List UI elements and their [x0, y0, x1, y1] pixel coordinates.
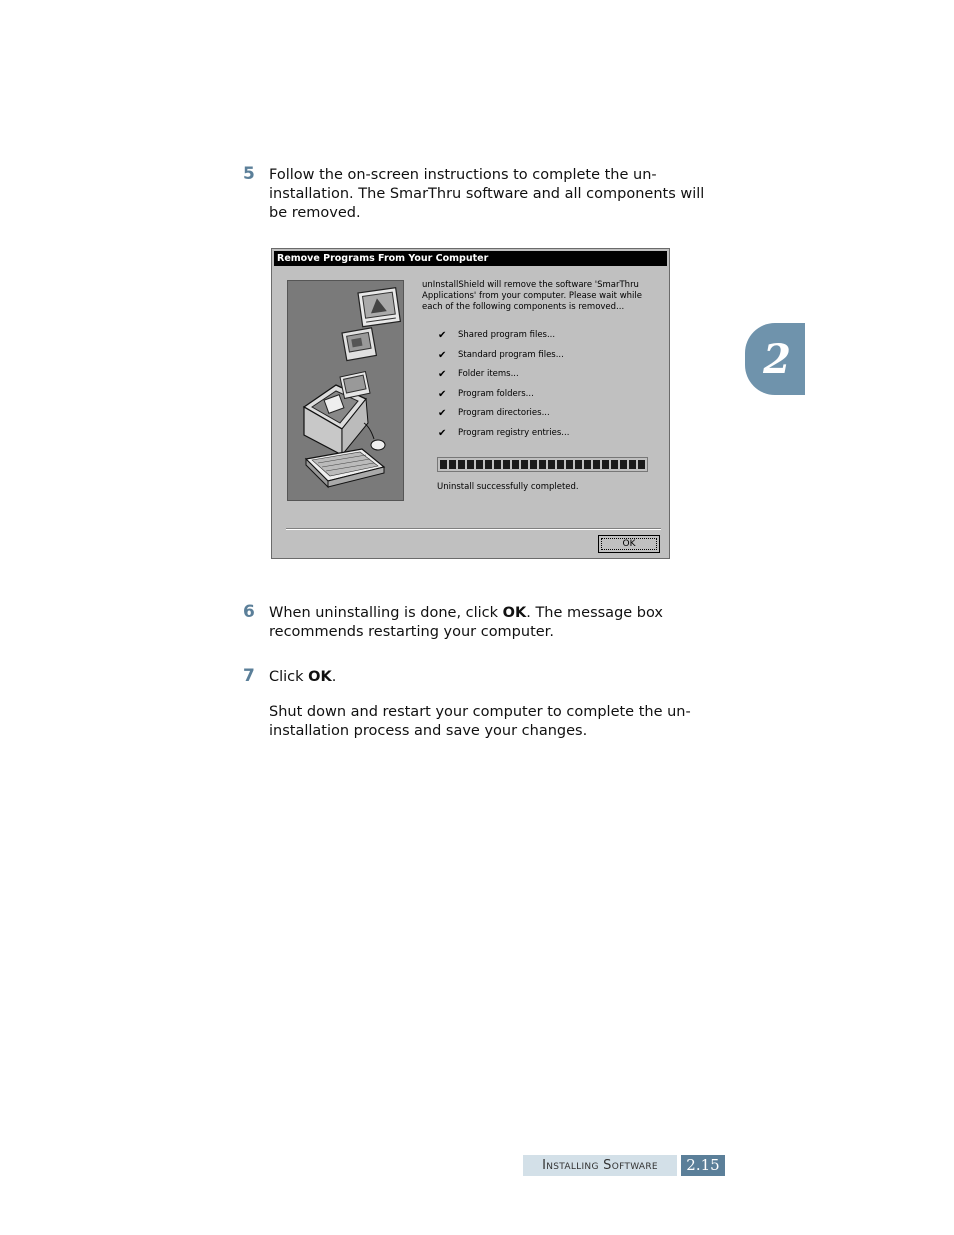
progress-block [485, 460, 492, 469]
checkmark-icon: ✔ [438, 408, 447, 419]
component-label: Folder items... [458, 369, 519, 379]
step-number: 6 [243, 602, 255, 622]
step-5 [243, 166, 723, 223]
progress-block [593, 460, 600, 469]
component-label: Program directories... [458, 408, 550, 418]
component-label: Shared program files... [458, 330, 556, 340]
step-text-part: . The message box recommends restarting your computer. [269, 605, 664, 640]
progress-block [611, 460, 618, 469]
list-item [438, 389, 638, 409]
step-number: 7 [243, 666, 255, 686]
divider [286, 528, 661, 530]
step-number: 5 [243, 164, 255, 184]
progress-fill [440, 460, 645, 469]
step-text-bold: OK [502, 605, 527, 621]
step-text [269, 604, 723, 642]
progress-block [521, 460, 528, 469]
dialog-message: unInstallShield will remove the software 'SmarThru Applications' from your computer. Please wait while each of the following components is removed... [422, 280, 643, 312]
step-text-part: Click [269, 669, 309, 685]
progress-block [620, 460, 627, 469]
note-paragraph: Shut down and restart your computer to complete the un-installation process and save your changes. [269, 704, 691, 739]
remove-programs-dialog [271, 248, 670, 559]
progress-block [638, 460, 645, 469]
list-item [438, 369, 638, 389]
progress-block [575, 460, 582, 469]
checkmark-icon: ✔ [438, 388, 447, 400]
component-label: Standard program files... [458, 349, 564, 360]
progress-block [584, 460, 591, 469]
checkmark-icon: ✔ [438, 349, 447, 361]
progress-block [629, 460, 636, 469]
progress-block [548, 460, 555, 469]
progress-block [539, 460, 546, 469]
progress-block [467, 460, 474, 469]
step-text-bold: OK [308, 669, 332, 685]
step-text: Follow the on-screen instructions to complete the un-installation. The SmarThru software and all components will be removed. [269, 167, 705, 221]
component-label: Program folders... [458, 388, 534, 399]
list-item [438, 428, 638, 448]
step-text-part: When uninstalling is done, click [269, 605, 503, 621]
page-number: 2.15 [681, 1155, 725, 1176]
progress-block [449, 460, 456, 469]
computer-illustration [287, 280, 404, 501]
footer-section-title: Installing Software [523, 1155, 677, 1176]
component-checklist [438, 330, 638, 447]
progress-block [512, 460, 519, 469]
step-6 [243, 604, 723, 642]
progress-block [458, 460, 465, 469]
ok-button[interactable]: OK [598, 535, 660, 553]
progress-block [530, 460, 537, 469]
status-text: Uninstall successfully completed. [437, 482, 579, 492]
checkmark-icon: ✔ [438, 369, 447, 380]
list-item [438, 408, 638, 428]
progress-block [602, 460, 609, 469]
progress-block [494, 460, 501, 469]
progress-block [566, 460, 573, 469]
dialog-title: Remove Programs From Your Computer [274, 251, 667, 266]
step-7 [243, 668, 723, 687]
chapter-tab: 2 [745, 323, 805, 395]
progress-block [476, 460, 483, 469]
progress-bar [437, 457, 648, 472]
step-text-part: . [331, 669, 337, 685]
progress-block [440, 460, 447, 469]
step-text [269, 668, 723, 687]
list-item [438, 350, 638, 370]
progress-block [503, 460, 510, 469]
checkmark-icon: ✔ [438, 330, 447, 341]
computer-illustration-icon [288, 281, 404, 501]
checkmark-icon: ✔ [438, 427, 447, 439]
list-item [438, 330, 638, 350]
progress-block [557, 460, 564, 469]
component-label: Program registry entries... [458, 427, 570, 438]
